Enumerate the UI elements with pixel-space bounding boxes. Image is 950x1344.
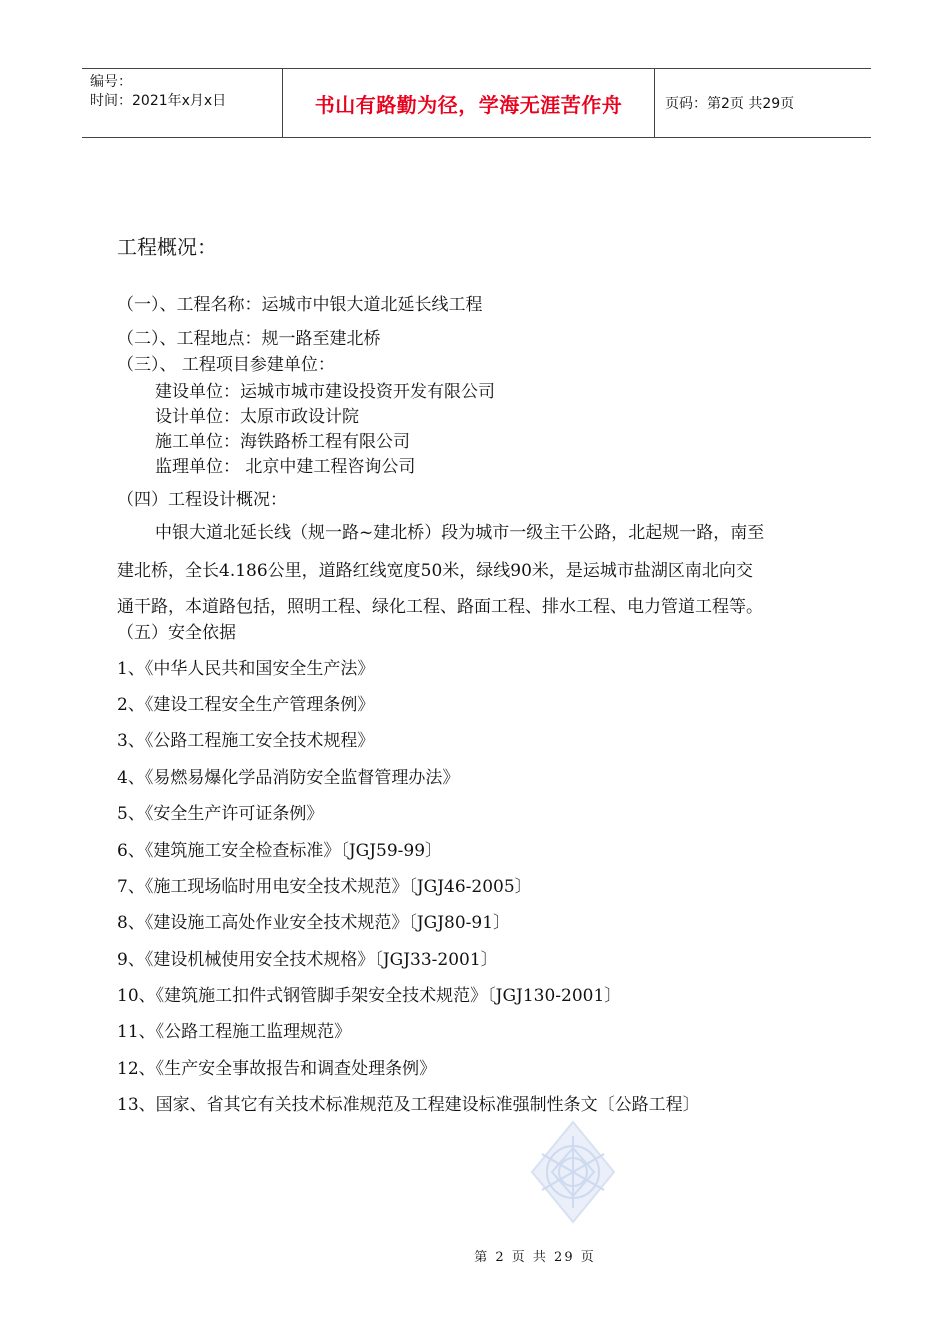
number-label: 编号： [90,74,132,90]
reference-item: 8、《建设施工高处作业安全技术规范》〔JGJ80-91〕 [117,913,511,933]
reference-item: 12、《生产安全事故报告和调查处理条例》 [117,1059,437,1079]
snowflake-watermark-icon [528,1118,618,1226]
reference-item: 5、《安全生产许可证条例》 [117,804,324,824]
reference-item: 9、《建设机械使用安全技术规格》〔JGJ33-2001〕 [117,950,498,970]
section-title: 工程概况： [117,235,217,259]
unit-design: 设计单位：太原市政设计院 [155,407,359,427]
overview-paragraph-line3: 通干路，本道路包括，照明工程、绿化工程、路面工程、排水工程、电力管道工程等。 [117,597,763,617]
item-project-name: （一）、工程名称：运城市中银大道北延长线工程 [117,295,483,315]
reference-item: 10、《建筑施工扣件式钢管脚手架安全技术规范》〔JGJ130-2001〕 [117,986,622,1006]
page-header [82,68,871,138]
overview-paragraph-line1: 中银大道北延长线（规一路~建北桥）段为城市一级主干公路，北起规一路，南至 [155,523,765,543]
reference-item: 11、《公路工程施工监理规范》 [117,1022,352,1042]
overview-paragraph-line2: 建北桥，全长4.186公里，道路红线宽度50米，绿线90米，是运城市盐湖区南北向交 [117,561,753,581]
footer-page-number: 第 2 页 共 29 页 [474,1250,596,1265]
page-footer [0,1246,950,1265]
unit-build: 建设单位：运城市城市建设投资开发有限公司 [155,382,495,402]
header-page-code: 页码：第2页 共29页 [665,96,795,112]
reference-item: 3、《公路工程施工安全技术规程》 [117,731,375,751]
reference-item: 4、《易燃易爆化学品消防安全监督管理办法》 [117,768,460,788]
item-design-overview: （四）工程设计概况： [117,490,287,510]
header-left [82,69,282,137]
item-project-location: （二）、工程地点：规一路至建北桥 [117,329,381,349]
unit-construct: 施工单位：海铁路桥工程有限公司 [155,432,410,452]
item-safety-basis: （五）安全依据 [117,623,236,643]
reference-item: 2、《建设工程安全生产管理条例》 [117,695,375,715]
reference-item: 13、国家、省其它有关技术标准规范及工程建设标准强制性条文〔公路工程〕 [117,1095,700,1115]
reference-item: 6、《建筑施工安全检查标准》〔JGJ59-99〕 [117,841,443,861]
time-label: 时间：2021年x月x日 [90,93,227,109]
unit-supervise: 监理单位： 北京中建工程咨询公司 [155,457,416,477]
reference-item: 7、《施工现场临时用电安全技术规范》〔JGJ46-2005〕 [117,877,532,897]
header-motto: 书山有路勤为径，学海无涯苦作舟 [282,69,655,137]
item-participants: （三）、 工程项目参建单位： [117,355,335,375]
reference-item: 1、《中华人民共和国安全生产法》 [117,659,375,679]
